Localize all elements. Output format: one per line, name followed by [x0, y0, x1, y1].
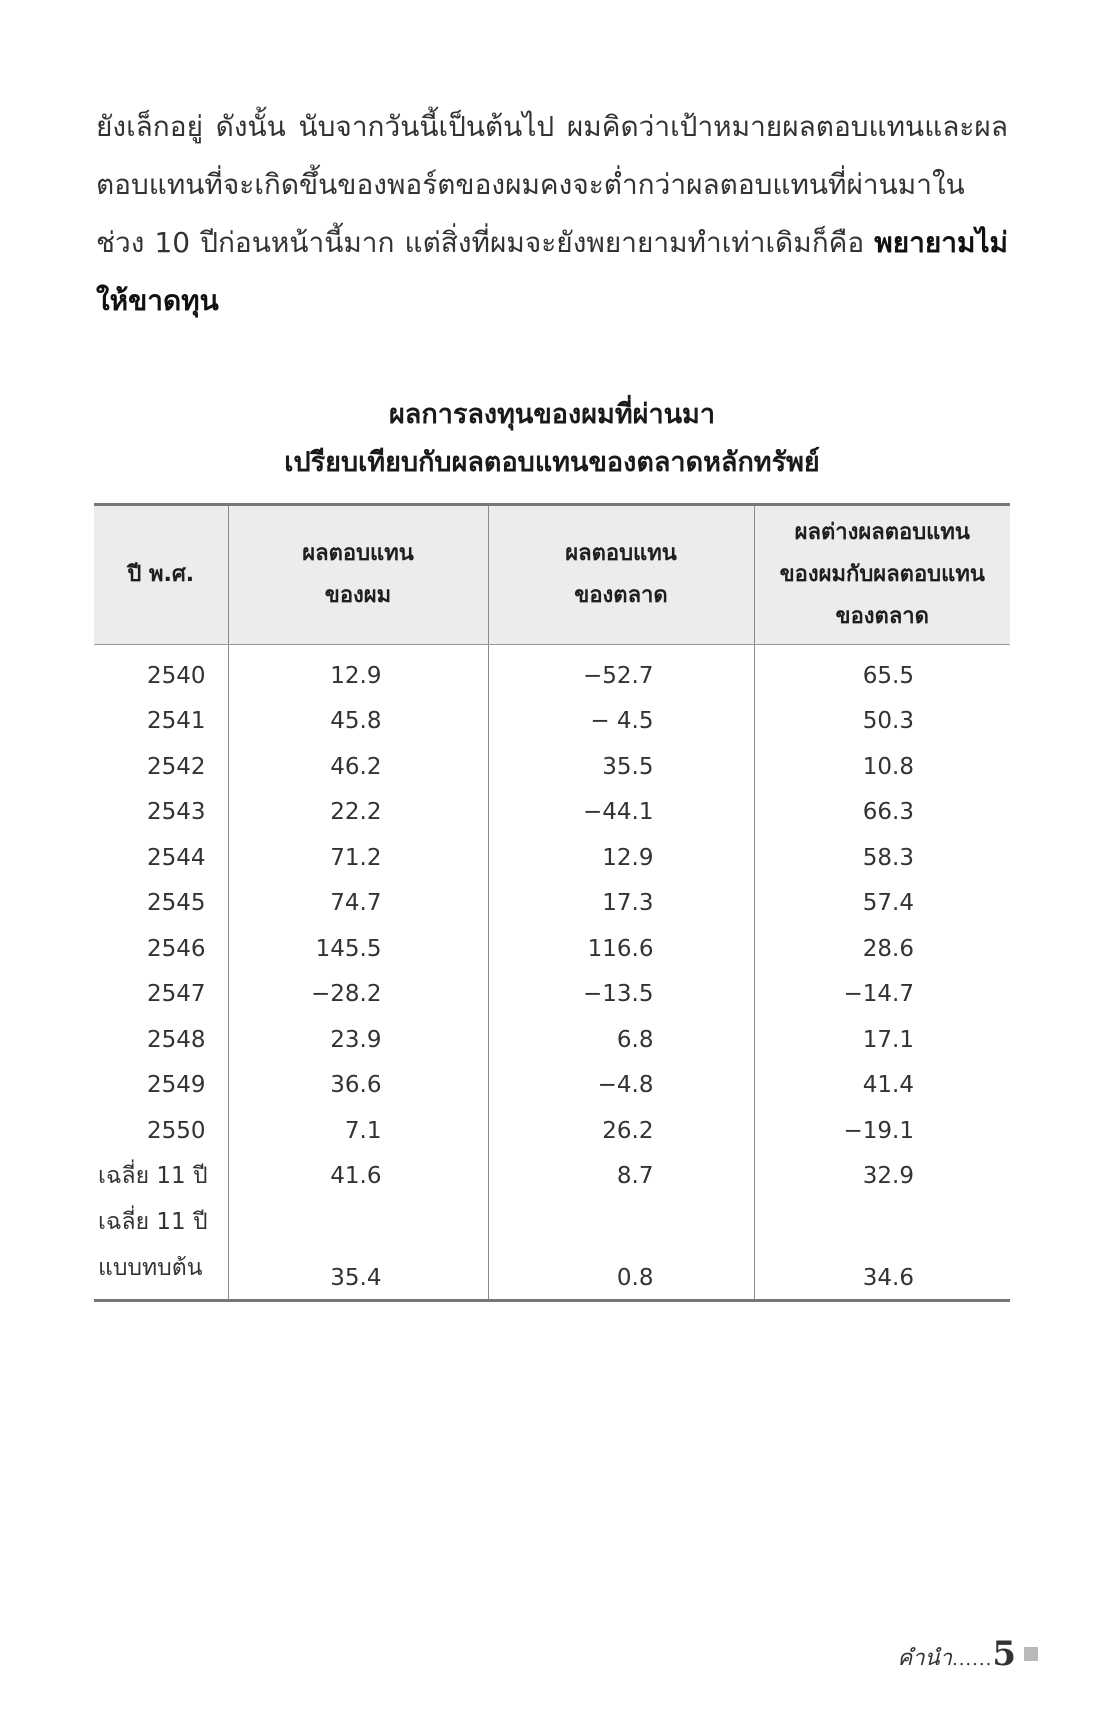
table-title-line-2: เปรียบเทียบกับผลตอบแทนของตลาดหลักทรัพย์ — [284, 447, 820, 478]
footer-square-icon — [1024, 1647, 1038, 1661]
cell-my-return: 74.7 — [228, 881, 488, 927]
cell-year: 2543 — [146, 799, 206, 826]
cell-year: 2545 — [146, 890, 206, 917]
table-row — [94, 926, 1010, 972]
table-row — [94, 1108, 1010, 1154]
cell-my-return: 23.9 — [228, 1017, 488, 1063]
table-row — [94, 835, 1010, 881]
returns-table — [94, 503, 1010, 1302]
cell-my-return: 46.2 — [228, 744, 488, 790]
cell-difference: 34.6 — [754, 1199, 1010, 1301]
table-header-row — [94, 505, 1010, 645]
cell-my-return: 12.9 — [228, 645, 488, 699]
cell-market-return: −4.8 — [488, 1063, 754, 1109]
table-title-line-1: ผลการลงทุนของผมที่ผ่านมา — [388, 399, 716, 430]
cell-market-return: 0.8 — [488, 1199, 754, 1301]
cell-difference: 17.1 — [754, 1017, 1010, 1063]
cell-year: 2542 — [146, 753, 206, 780]
cell-difference: −19.1 — [754, 1108, 1010, 1154]
cell-my-return: 7.1 — [228, 1108, 488, 1154]
cell-year: 2548 — [146, 1026, 206, 1053]
body-paragraph — [96, 98, 1008, 330]
cell-my-return: 36.6 — [228, 1063, 488, 1109]
header-market-return: ผลตอบแทน ของตลาด — [488, 505, 754, 645]
cell-year: 2540 — [146, 662, 206, 689]
cell-my-return: 45.8 — [228, 699, 488, 745]
table-row — [94, 645, 1010, 699]
cell-market-return: 17.3 — [488, 881, 754, 927]
cell-my-return: 41.6 — [228, 1154, 488, 1200]
table-row — [94, 1017, 1010, 1063]
cell-market-return: 12.9 — [488, 835, 754, 881]
table-row-compound-average — [94, 1199, 1010, 1301]
header-return-difference: ผลต่างผลตอบแทน ของผมกับผลตอบแทน ของตลาด — [754, 505, 1010, 645]
header-year: ปี พ.ศ. — [94, 505, 228, 645]
cell-average-label: เฉลี่ย 11 ปี — [98, 1163, 208, 1190]
paragraph-bold-text: พยายามไม่ให้ขาดทุน — [96, 226, 1008, 317]
cell-market-return: 116.6 — [488, 926, 754, 972]
page-footer — [898, 1634, 1038, 1675]
cell-year: 2549 — [146, 1072, 206, 1099]
cell-year: 2550 — [146, 1117, 206, 1144]
cell-market-return: 8.7 — [488, 1154, 754, 1200]
table-row — [94, 699, 1010, 745]
cell-difference: 65.5 — [754, 645, 1010, 699]
cell-market-return: −13.5 — [488, 972, 754, 1018]
cell-my-return: 71.2 — [228, 835, 488, 881]
cell-difference: −14.7 — [754, 972, 1010, 1018]
cell-difference: 58.3 — [754, 835, 1010, 881]
cell-market-return: − 4.5 — [488, 699, 754, 745]
cell-difference: 66.3 — [754, 790, 1010, 836]
cell-year: 2547 — [146, 981, 206, 1008]
table-row — [94, 1063, 1010, 1109]
cell-year: 2541 — [146, 708, 206, 735]
cell-compound-average-label: เฉลี่ย 11 ปี แบบทบต้น — [94, 1199, 228, 1301]
cell-market-return: 26.2 — [488, 1108, 754, 1154]
cell-my-return: 22.2 — [228, 790, 488, 836]
paragraph-text: ยังเล็กอยู่ ดังนั้น นับจากวันนี้เป็นต้นไป ผมคิดว่าเป้าหมายผลตอบแทนและผลตอบแทนที่จะเกิดขึ้นของพอร์ตของผมคงจะต่ำกว่าผลตอบแทนที่ผ่านมาในช่วง 10 ปีก่อนหน้านี้มาก แต่สิ่งที่ผมจะยังพยายามทำเท่าเดิมก็คือ — [96, 110, 1008, 259]
cell-year: 2544 — [146, 844, 206, 871]
cell-market-return: −52.7 — [488, 645, 754, 699]
cell-my-return: 35.4 — [228, 1199, 488, 1301]
cell-year: 2546 — [146, 935, 206, 962]
cell-difference: 50.3 — [754, 699, 1010, 745]
footer-section-name: คำนำ — [897, 1646, 952, 1671]
table-row — [94, 972, 1010, 1018]
table-row — [94, 790, 1010, 836]
cell-my-return: −28.2 — [228, 972, 488, 1018]
cell-market-return: 6.8 — [488, 1017, 754, 1063]
cell-difference: 41.4 — [754, 1063, 1010, 1109]
footer-dots: ...... — [951, 1649, 993, 1670]
cell-market-return: −44.1 — [488, 790, 754, 836]
table-row-average — [94, 1154, 1010, 1200]
cell-my-return: 145.5 — [228, 926, 488, 972]
cell-difference: 32.9 — [754, 1154, 1010, 1200]
cell-market-return: 35.5 — [488, 744, 754, 790]
header-my-return: ผลตอบแทน ของผม — [228, 505, 488, 645]
cell-difference: 10.8 — [754, 744, 1010, 790]
cell-difference: 57.4 — [754, 881, 1010, 927]
table-row — [94, 744, 1010, 790]
page-number: 5 — [992, 1634, 1016, 1674]
cell-difference: 28.6 — [754, 926, 1010, 972]
table-row — [94, 881, 1010, 927]
